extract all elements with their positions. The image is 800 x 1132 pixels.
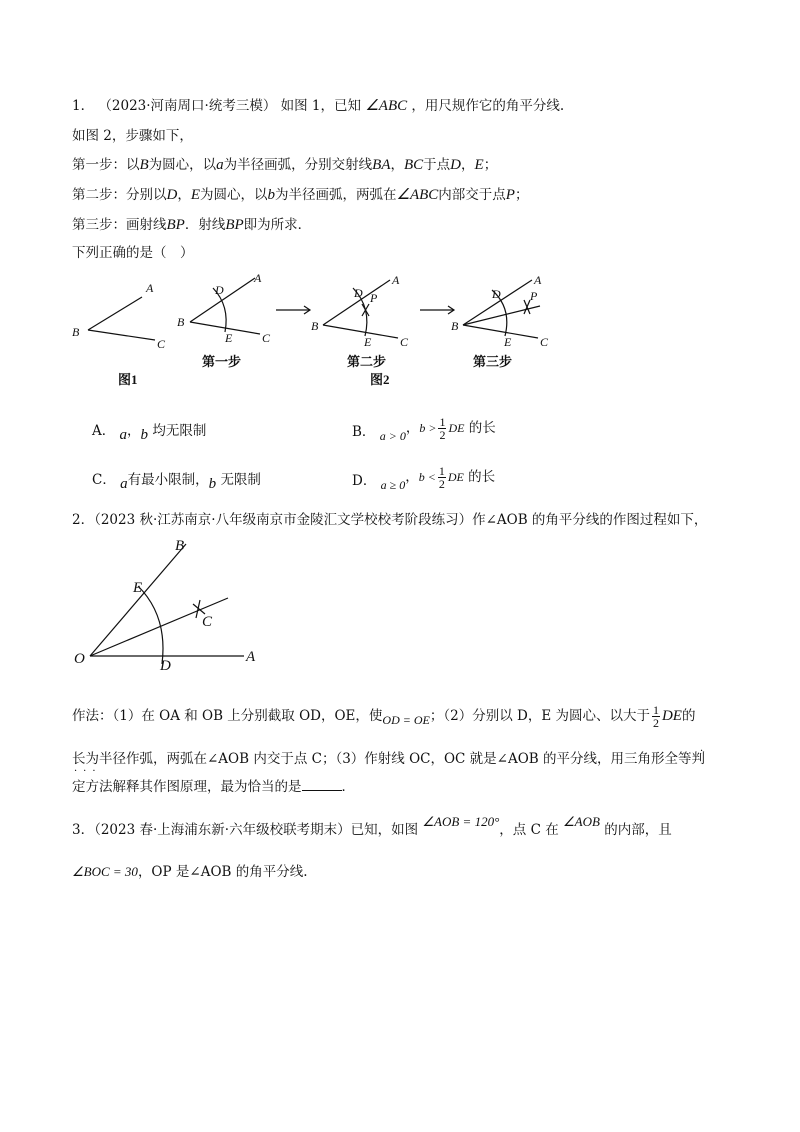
q1-text-b: ，用尺规作它的角平分线. [411, 98, 565, 114]
step2-var: E [190, 187, 201, 203]
frac-den: 2 [438, 477, 445, 491]
q1-line2: 如图 2，步骤如下， [72, 128, 193, 144]
s3-label-d: D [492, 287, 501, 301]
q2-method-text: ；（2）分别以 D，E 为圆心、以大于 [429, 708, 650, 724]
option-d-sep: ， [405, 469, 419, 485]
option-d-cond2: b < [418, 470, 436, 484]
q2-method-eq: OD = OE [382, 713, 430, 727]
emphasis-dots: · [700, 746, 710, 757]
q2-arc [138, 586, 163, 664]
step2-text: ， [177, 187, 191, 203]
q3-angle-eq: ∠AOB = 120° [422, 814, 500, 829]
frac-den: 2 [439, 428, 446, 442]
step2-var: P [505, 187, 515, 203]
option-c-var: b [208, 476, 217, 492]
q3-source: （2023 春·上海浦东新·六年级校联考期末） [94, 822, 351, 838]
q2-method-frac [652, 704, 660, 729]
step2-text: 为半径画弧，两弧在 [275, 187, 397, 203]
fig1-caption: 图1 [118, 372, 138, 387]
step2-var: b [267, 187, 276, 203]
step1-var: D [450, 157, 462, 173]
step1-text: ， [390, 157, 404, 173]
fig1-label-a: A [146, 281, 154, 295]
q3-line1 [72, 814, 672, 840]
step1-caption: 第一步 [202, 354, 242, 369]
s1-label-c: C [262, 331, 271, 345]
step2-text: 第二步：分别以 [72, 187, 167, 203]
q1-source: （2023·河南周口·统考三模） [98, 98, 277, 114]
step1-text: 为圆心，以 [148, 157, 217, 173]
q2-method-line3 [72, 776, 355, 797]
emphasis-dots: ··· [74, 766, 102, 777]
step3-text: ．射线 [184, 217, 226, 233]
step1-var: BC [404, 157, 424, 173]
option-a-text: 均无限制 [152, 423, 207, 439]
s2-ray-bc [323, 325, 398, 338]
option-b-label: B． [352, 424, 376, 440]
option-b-cond2: b > [419, 421, 437, 435]
step1-text: ； [483, 157, 498, 173]
q1-number: 1． [72, 98, 95, 114]
q2-figure [60, 530, 280, 675]
fig1-label-c: C [157, 337, 166, 351]
s2-label-c: C [400, 335, 409, 349]
step1-text: 第一步：以 [72, 157, 140, 173]
q2-label-b: B [175, 538, 185, 554]
option-b-frac [438, 416, 446, 441]
q1-line1 [72, 96, 564, 116]
q2-line3-text: ． [341, 779, 355, 795]
step3-text: 第三步：画射线 [72, 217, 167, 233]
q3-text: 已知，如图 [350, 822, 419, 838]
step3-var: BP [225, 217, 244, 233]
option-a-var: a [119, 427, 128, 443]
step1-var: a [216, 157, 224, 173]
option-d-de: DE [447, 470, 464, 484]
s3-label-c: C [540, 335, 549, 349]
fig1-label-b: B [72, 325, 80, 339]
q1-step2 [72, 185, 528, 205]
q1-step1 [72, 155, 497, 175]
s2-label-e: E [364, 335, 372, 349]
s2-label-b: B [311, 319, 319, 333]
frac-num: 1 [652, 703, 659, 717]
s3-label-a: A [534, 273, 542, 287]
q3-line2 [72, 862, 308, 882]
q2-label-a: A [246, 649, 256, 665]
step1-text: 于点 [423, 157, 451, 173]
s3-label-b: B [451, 319, 459, 333]
option-c[interactable] [92, 470, 261, 490]
option-d-frac [438, 465, 446, 490]
s1-label-d: D [215, 283, 224, 297]
s1-label-a: A [254, 271, 262, 285]
step1-var: B [139, 157, 149, 173]
q2-label-o: O [74, 651, 85, 667]
q3-text: 的内部，且 [604, 822, 672, 838]
s1-label-e: E [225, 331, 233, 345]
step3-text: 即为所求． [243, 217, 312, 233]
option-a-var: b [140, 427, 149, 443]
q2-method-text: 作法：（1）在 OA 和 OB 上分别截取 OD，OE，使 [72, 708, 383, 724]
step2-var: D [166, 187, 178, 203]
step3-caption: 第三步 [473, 354, 513, 369]
frac-num: 1 [439, 415, 446, 429]
option-d-cond1: a ≥ 0 [380, 478, 406, 492]
option-a-label: A． [92, 423, 116, 439]
fig1-ray-ba [88, 297, 142, 330]
option-b-sep: ， [405, 420, 420, 436]
q1-text-a: 如图 1，已知 [280, 98, 362, 114]
s3-ray-bc [463, 325, 538, 338]
option-b-text: 的长 [468, 420, 496, 436]
option-b[interactable] [352, 416, 496, 441]
step2-caption: 第二步 [347, 354, 387, 369]
option-c-var: a [120, 476, 128, 492]
option-c-label: C． [92, 472, 116, 488]
option-a[interactable] [92, 421, 206, 441]
option-a-sep: ， [127, 423, 141, 439]
option-d[interactable] [352, 465, 495, 490]
option-b-de: DE [448, 421, 465, 435]
option-c-text: 无限制 [220, 472, 261, 488]
q2-number: 2． [72, 512, 95, 528]
q3-number: 3． [72, 822, 95, 838]
s2-label-p: P [370, 291, 378, 305]
q1-figure [60, 270, 560, 390]
step1-var: BA [372, 157, 391, 173]
frac-num: 1 [438, 464, 445, 478]
s3-label-e: E [504, 335, 512, 349]
q2-ray-ob [90, 544, 186, 656]
answer-blank[interactable] [302, 776, 342, 791]
q3-angle-boc: ∠BOC = 30 [72, 864, 138, 879]
q2-label-c: C [202, 614, 213, 630]
option-b-cond1: a > 0 [379, 429, 406, 443]
q2-method-line1 [72, 704, 695, 729]
q1-prompt: 下列正确的是（ ） [72, 245, 194, 261]
q2-line1 [72, 510, 707, 530]
step1-text: ， [461, 157, 475, 173]
q2-line3-text: 定方法解释其作图原理，最为恰当的是 [72, 779, 302, 795]
q3-text: ，OP 是∠AOB 的角平分线. [137, 864, 308, 880]
q3-text: ，点 C 在 [499, 822, 559, 838]
q2-method-text: 的 [681, 708, 696, 724]
q2-label-e: E [133, 580, 143, 596]
fig1-ray-bc [88, 330, 155, 340]
step2-text: 为圆心，以 [200, 187, 268, 203]
option-d-text: 的长 [468, 469, 496, 485]
q2-method-de: DE [661, 708, 682, 724]
q2-label-d: D [160, 658, 171, 674]
s3-label-p: P [530, 289, 538, 303]
q2-text: （2023 秋·江苏南京·八年级南京市金陵汇文学校校考阶段练习）作∠AOB 的角平分线的作图过程如下， [94, 512, 708, 528]
step2-text: ； [514, 187, 529, 203]
s2-label-a: A [392, 273, 400, 287]
frac-den: 2 [652, 716, 659, 730]
step2-text: 内部交于点 [438, 187, 506, 203]
option-d-label: D． [352, 473, 377, 489]
q1-angle: ∠ABC [365, 98, 408, 114]
s2-label-d: D [354, 286, 363, 300]
step1-var: E [474, 157, 484, 173]
q3-angle: ∠AOB [563, 814, 600, 829]
q2-method-line2: 长为半径作弧，两弧在∠AOB 内交于点 C；（3）作射线 OC，OC 就是∠AOB 的平分线，用三角形全等判 [72, 751, 706, 767]
s3-ray-bp [463, 306, 540, 325]
step2-var: ∠ABC [396, 187, 439, 203]
step3-var: BP [166, 217, 185, 233]
s1-label-b: B [177, 315, 185, 329]
q1-step3 [72, 215, 311, 235]
option-c-text: 有最小限制， [127, 472, 209, 488]
step1-text: 为半径画弧，分别交射线 [223, 157, 373, 173]
fig2-caption: 图2 [370, 372, 390, 387]
